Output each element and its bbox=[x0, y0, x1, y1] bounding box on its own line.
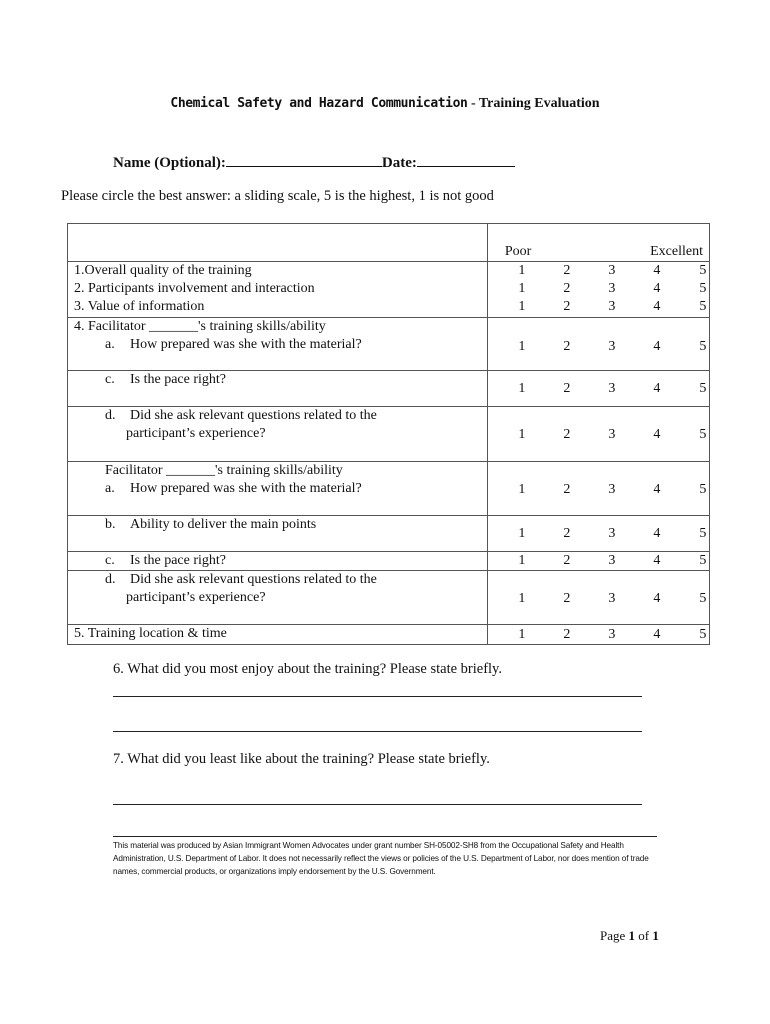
rating-row-f2b bbox=[488, 525, 709, 543]
rating-5[interactable]: 5 bbox=[699, 281, 707, 296]
rating-4[interactable]: 4 bbox=[653, 627, 661, 642]
question-4d-cont: participant’s experience? bbox=[126, 426, 266, 441]
page-number bbox=[600, 928, 659, 944]
rating-row-f2c bbox=[488, 552, 709, 570]
facilitator-2-header: Facilitator _______'s training skills/ability bbox=[105, 463, 343, 478]
rating-2[interactable]: 2 bbox=[563, 263, 571, 278]
table-row-f2b bbox=[68, 516, 710, 552]
sub-label: b. bbox=[105, 517, 116, 532]
table-row-group-1 bbox=[68, 262, 710, 318]
sub-label: c. bbox=[105, 372, 115, 387]
rating-1[interactable]: 1 bbox=[518, 526, 526, 541]
title-suffix: - Training Evaluation bbox=[467, 96, 600, 111]
rating-2[interactable]: 2 bbox=[563, 427, 571, 442]
evaluation-table bbox=[67, 223, 710, 645]
question-2: 2. Participants involvement and interaction bbox=[74, 281, 315, 296]
table-row-q5 bbox=[68, 625, 710, 645]
rating-2[interactable]: 2 bbox=[563, 526, 571, 541]
rating-4[interactable]: 4 bbox=[653, 299, 661, 314]
rating-1[interactable]: 1 bbox=[518, 381, 526, 396]
rating-3[interactable]: 3 bbox=[608, 627, 616, 642]
rating-3[interactable]: 3 bbox=[608, 263, 616, 278]
question-f2a: How prepared was she with the material? bbox=[130, 481, 362, 496]
rating-row-q2 bbox=[488, 280, 709, 298]
rating-5[interactable]: 5 bbox=[699, 482, 707, 497]
rating-2[interactable]: 2 bbox=[563, 553, 571, 568]
rating-2[interactable]: 2 bbox=[563, 591, 571, 606]
rating-1[interactable]: 1 bbox=[518, 627, 526, 642]
rating-5[interactable]: 5 bbox=[699, 299, 707, 314]
rating-3[interactable]: 3 bbox=[608, 591, 616, 606]
question-1: 1.Overall quality of the training bbox=[74, 263, 252, 278]
question-3: 3. Value of information bbox=[74, 299, 205, 314]
rating-1[interactable]: 1 bbox=[518, 427, 526, 442]
date-label: Date: bbox=[381, 155, 417, 171]
sub-label: d. bbox=[105, 572, 116, 587]
question-f2d: Did she ask relevant questions related to the bbox=[130, 572, 377, 587]
rating-3[interactable]: 3 bbox=[608, 339, 616, 354]
rating-row-f2d bbox=[488, 590, 709, 608]
rating-1[interactable]: 1 bbox=[518, 281, 526, 296]
question-f2c: Is the pace right? bbox=[130, 553, 227, 568]
instructions: Please circle the best answer: a sliding scale, 5 is the highest, 1 is not good bbox=[61, 188, 494, 204]
page-total: 1 bbox=[652, 928, 659, 943]
document-title bbox=[0, 96, 770, 112]
question-5: 5. Training location & time bbox=[74, 626, 227, 641]
table-row-f2c bbox=[68, 552, 710, 571]
rating-4[interactable]: 4 bbox=[653, 482, 661, 497]
sub-label: a. bbox=[105, 481, 115, 496]
page-word: Page bbox=[600, 928, 629, 943]
rating-2[interactable]: 2 bbox=[563, 381, 571, 396]
name-label: Name (Optional): bbox=[113, 155, 226, 171]
rating-row-q4d bbox=[488, 426, 709, 444]
rating-1[interactable]: 1 bbox=[518, 553, 526, 568]
page-of: of bbox=[635, 928, 653, 943]
rating-row-q4a bbox=[488, 338, 709, 356]
rating-row-q3 bbox=[488, 298, 709, 316]
rating-1[interactable]: 1 bbox=[518, 482, 526, 497]
rating-5[interactable]: 5 bbox=[699, 526, 707, 541]
name-date-row bbox=[113, 151, 515, 172]
rating-row-q4c bbox=[488, 380, 709, 398]
question-4-header: 4. Facilitator _______'s training skills/ability bbox=[74, 319, 326, 334]
sub-label: c. bbox=[105, 553, 115, 568]
footer-divider bbox=[113, 836, 657, 837]
scale-low-label: Poor bbox=[504, 244, 532, 259]
rating-4[interactable]: 4 bbox=[653, 526, 661, 541]
rating-3[interactable]: 3 bbox=[608, 299, 616, 314]
page-current: 1 bbox=[628, 928, 636, 943]
table-row-q4d bbox=[68, 407, 710, 462]
name-field[interactable] bbox=[226, 151, 382, 167]
rating-2[interactable]: 2 bbox=[563, 482, 571, 497]
rating-2[interactable]: 2 bbox=[563, 627, 571, 642]
rating-1[interactable]: 1 bbox=[518, 591, 526, 606]
rating-5[interactable]: 5 bbox=[699, 263, 707, 278]
rating-2[interactable]: 2 bbox=[563, 339, 571, 354]
rating-5[interactable]: 5 bbox=[699, 591, 707, 606]
rating-4[interactable]: 4 bbox=[653, 339, 661, 354]
answer-line-q6-1[interactable] bbox=[113, 696, 642, 697]
rating-5[interactable]: 5 bbox=[699, 627, 707, 642]
rating-1[interactable]: 1 bbox=[518, 263, 526, 278]
rating-5[interactable]: 5 bbox=[699, 553, 707, 568]
table-row-q4c bbox=[68, 371, 710, 407]
rating-3[interactable]: 3 bbox=[608, 553, 616, 568]
rating-1[interactable]: 1 bbox=[518, 339, 526, 354]
rating-1[interactable]: 1 bbox=[518, 299, 526, 314]
rating-5[interactable]: 5 bbox=[699, 339, 707, 354]
rating-5[interactable]: 5 bbox=[699, 381, 707, 396]
rating-4[interactable]: 4 bbox=[653, 591, 661, 606]
rating-3[interactable]: 3 bbox=[608, 381, 616, 396]
rating-4[interactable]: 4 bbox=[653, 427, 661, 442]
question-4c: Is the pace right? bbox=[130, 372, 227, 387]
answer-line-q7-1[interactable] bbox=[113, 804, 642, 805]
date-field[interactable] bbox=[417, 151, 515, 167]
title-main: Chemical Safety and Hazard Communication bbox=[170, 96, 468, 111]
rating-5[interactable]: 5 bbox=[699, 427, 707, 442]
question-f2d-cont: participant’s experience? bbox=[126, 590, 266, 605]
rating-4[interactable]: 4 bbox=[653, 281, 661, 296]
question-4a: How prepared was she with the material? bbox=[130, 337, 362, 352]
footer-disclaimer: This material was produced by Asian Immigrant Women Advocates under grant number SH-05002-SH8 from the Occupational Safety and Health Administration, U.S. Department of Labor. It does not necessarily reflect the views or policies of the U.S. Department of Labor, nor does mention of trade names, commercial products, or organizations imply endorsement by the U.S. Government. bbox=[113, 841, 649, 876]
rating-4[interactable]: 4 bbox=[653, 263, 661, 278]
rating-3[interactable]: 3 bbox=[608, 482, 616, 497]
rating-2[interactable]: 2 bbox=[563, 299, 571, 314]
rating-row-q1 bbox=[488, 262, 709, 280]
question-7: 7. What did you least like about the training? Please state briefly. bbox=[113, 751, 490, 767]
sub-label: d. bbox=[105, 408, 116, 423]
rating-row-f2a bbox=[488, 481, 709, 499]
scale-header-row bbox=[68, 224, 710, 262]
rating-4[interactable]: 4 bbox=[653, 381, 661, 396]
rating-3[interactable]: 3 bbox=[608, 427, 616, 442]
question-f2b: Ability to deliver the main points bbox=[130, 517, 317, 532]
question-6: 6. What did you most enjoy about the training? Please state briefly. bbox=[113, 661, 502, 677]
table-row-q4a bbox=[68, 318, 710, 371]
rating-row-q5 bbox=[488, 626, 709, 644]
scale-high-label: Excellent bbox=[650, 244, 703, 259]
table-row-f2d bbox=[68, 571, 710, 625]
sub-label: a. bbox=[105, 337, 115, 352]
answer-line-q6-2[interactable] bbox=[113, 731, 642, 732]
rating-4[interactable]: 4 bbox=[653, 553, 661, 568]
rating-3[interactable]: 3 bbox=[608, 281, 616, 296]
table-row-f2a bbox=[68, 462, 710, 516]
rating-3[interactable]: 3 bbox=[608, 526, 616, 541]
rating-2[interactable]: 2 bbox=[563, 281, 571, 296]
question-4d: Did she ask relevant questions related to the bbox=[130, 408, 377, 423]
